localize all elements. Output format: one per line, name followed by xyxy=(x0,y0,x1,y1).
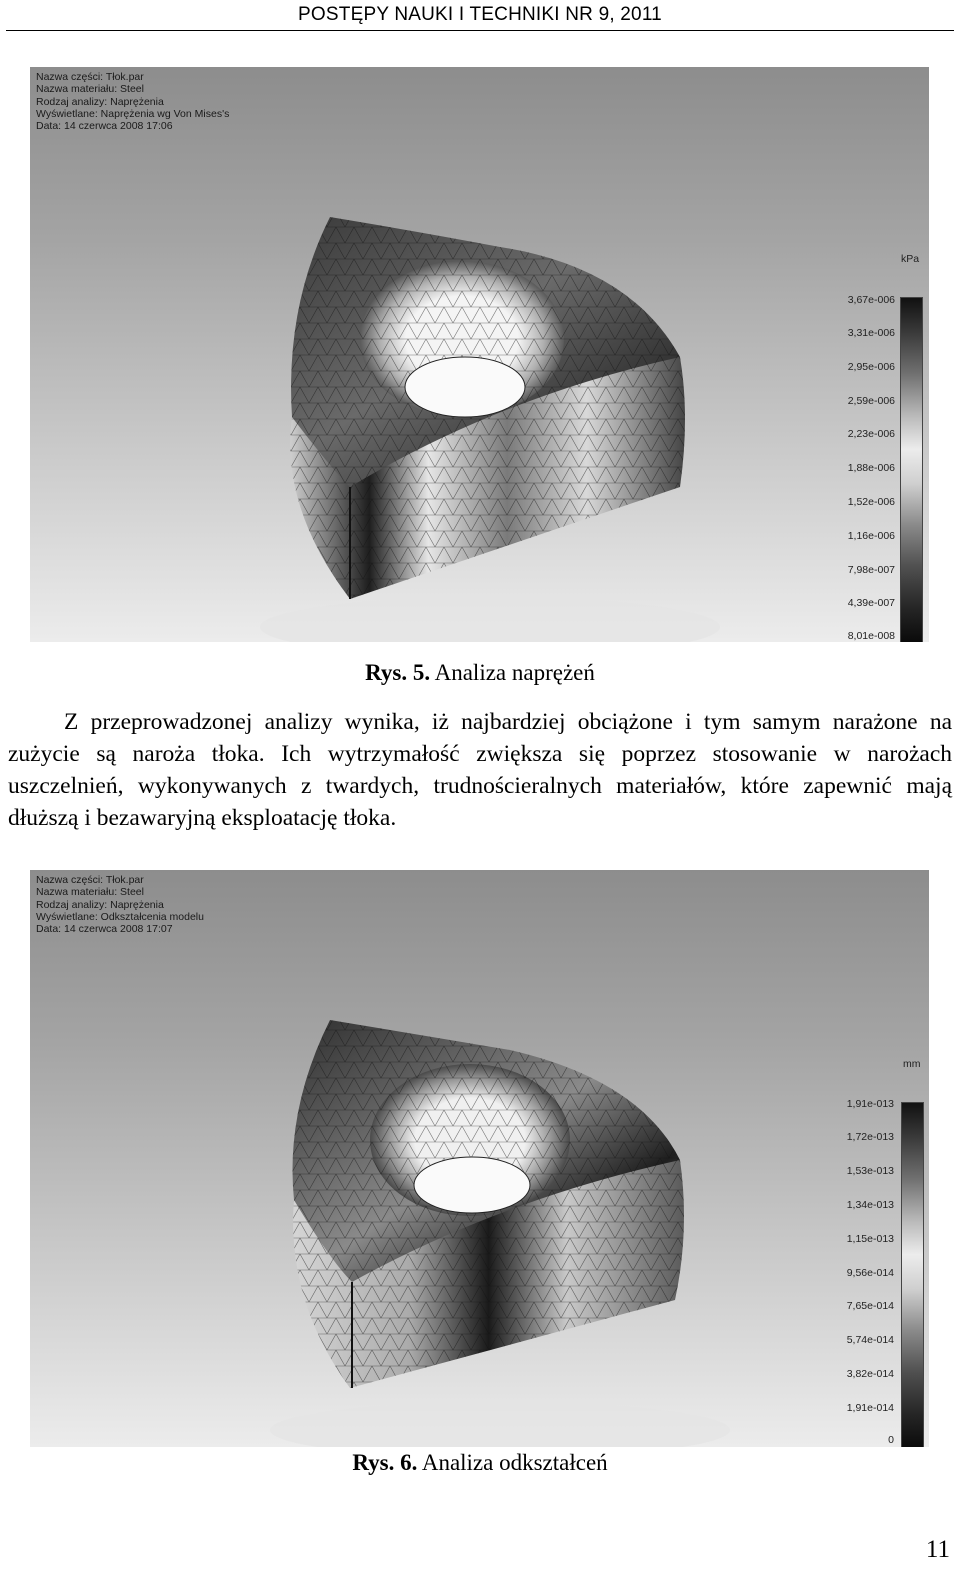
info-analysis-type: Rodzaj analizy: Naprężenia xyxy=(36,95,164,108)
legend-tick: 1,91e-014 xyxy=(846,1402,894,1414)
body-text xyxy=(8,706,952,834)
info-display: Wyświetlane: Odkształcenia modelu xyxy=(36,910,204,923)
figure2-caption xyxy=(0,1450,960,1476)
legend-tick: 7,98e-007 xyxy=(847,564,895,576)
legend-tick: 3,82e-014 xyxy=(846,1368,894,1380)
header-rule xyxy=(6,30,954,31)
caption-text: Analiza naprężeń xyxy=(434,660,595,685)
info-part-name: Nazwa części: Tłok.par xyxy=(36,874,144,886)
info-part-name: Nazwa części: Tłok.par xyxy=(36,71,144,83)
legend-tick: 7,65e-014 xyxy=(846,1300,894,1312)
legend-tick: 4,39e-007 xyxy=(847,597,895,609)
legend-unit: mm xyxy=(903,1058,921,1070)
info-date: Data: 14 czerwca 2008 17:07 xyxy=(36,923,173,936)
page-header xyxy=(0,0,960,32)
legend-tick: 1,72e-013 xyxy=(846,1131,894,1143)
legend-tick: 0 xyxy=(888,1434,894,1446)
legend-tick: 2,59e-006 xyxy=(847,395,895,407)
caption-label: Rys. 6. xyxy=(352,1450,418,1475)
figure-deformation-analysis xyxy=(30,870,929,1447)
legend-tick: 1,52e-006 xyxy=(847,496,895,508)
legend-tick: 2,23e-006 xyxy=(847,428,895,440)
page-number: 11 xyxy=(925,1536,950,1563)
paragraph: Z przeprowadzonej analizy wynika, iż najbardziej obciążone i tym samym narażone na zużycie są naroża tłoka. Ich wytrzymałość zwiększa się poprzez stosowanie w narożach uszczelnień, wykonywanych z twardych, trudnościeralnych materiałów, które zapewnić mają dłuższą i bezawaryjną eksploatację tłoka. xyxy=(8,709,952,831)
legend-unit: kPa xyxy=(901,253,920,265)
piston-model-render xyxy=(30,870,929,1447)
legend-tick: 3,31e-006 xyxy=(847,327,895,339)
legend-tick: 9,56e-014 xyxy=(846,1267,894,1279)
info-analysis-type: Rodzaj analizy: Naprężenia xyxy=(36,898,164,911)
legend-tick: 3,67e-006 xyxy=(847,294,895,306)
info-display: Wyświetlane: Naprężenia wg Von Mises's xyxy=(36,107,230,120)
legend-tick: 2,95e-006 xyxy=(847,361,895,373)
info-date: Data: 14 czerwca 2008 17:06 xyxy=(36,120,173,133)
legend-tick: 1,34e-013 xyxy=(846,1199,894,1211)
info-material: Nazwa materiału: Steel xyxy=(36,886,144,899)
legend-tick: 8,01e-008 xyxy=(847,630,895,642)
caption-text: Analiza odkształceń xyxy=(421,1450,608,1475)
color-scale-bar xyxy=(901,1102,924,1447)
figure1-caption xyxy=(0,660,960,686)
piston-model-render xyxy=(30,67,929,642)
journal-title: POSTĘPY NAUKI I TECHNIKI NR 9, 2011 xyxy=(298,4,662,25)
info-material: Nazwa materiału: Steel xyxy=(36,83,144,96)
legend-tick: 1,15e-013 xyxy=(846,1233,894,1245)
caption-label: Rys. 5. xyxy=(365,660,431,685)
figure-stress-analysis xyxy=(30,67,929,642)
legend-tick: 1,53e-013 xyxy=(846,1165,894,1177)
legend-tick: 5,74e-014 xyxy=(846,1334,894,1346)
color-scale-bar xyxy=(900,297,923,642)
legend-tick: 1,88e-006 xyxy=(847,462,895,474)
legend-tick: 1,91e-013 xyxy=(846,1098,894,1110)
legend-tick: 1,16e-006 xyxy=(847,530,895,542)
